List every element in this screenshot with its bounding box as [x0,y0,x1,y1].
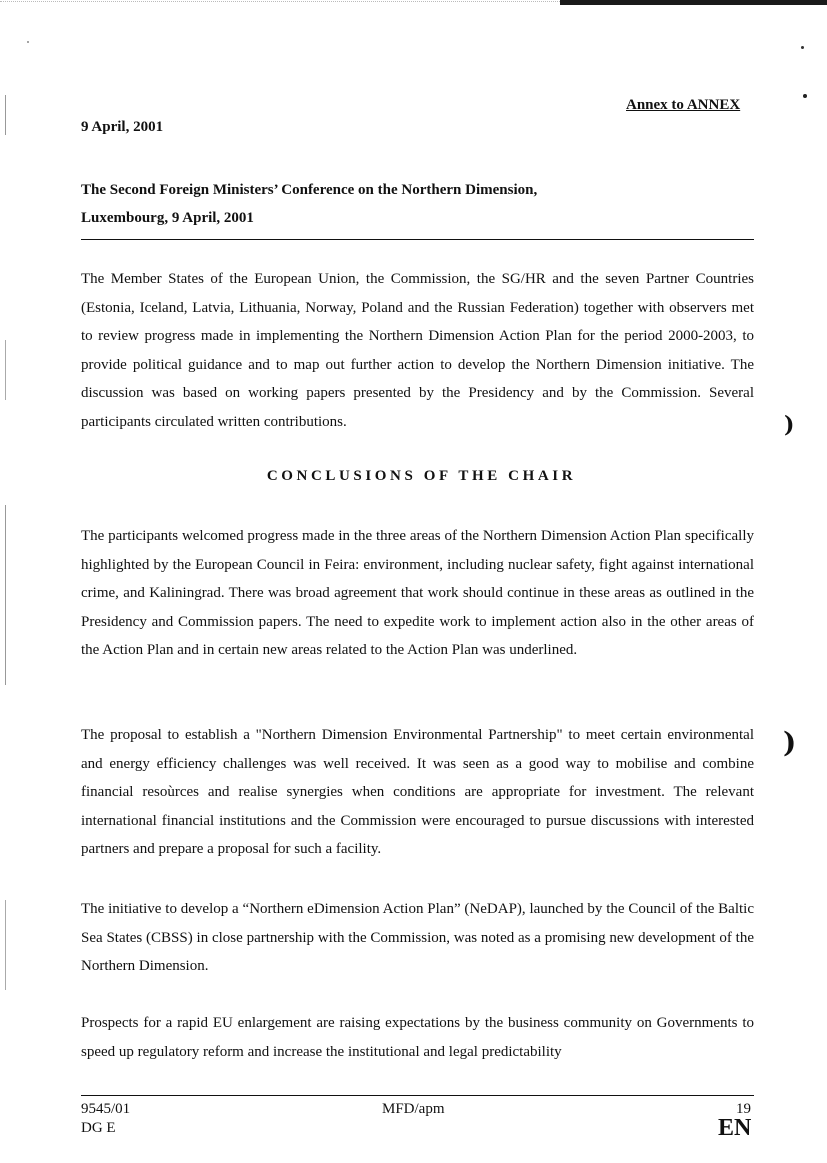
environment-paragraph: The proposal to establish a "Northern Dimension Environmental Partnership" to meet certain environmental and energy efficiency challenges was well received. It was seen as a good way to mobilise and combine financial resoùrces and realise synergies when conditions are appropriate for investment. The relevant international financial institutions and the Commission were encouraged to pursue discussions with interested partners and prepare a proposal for such a facility. [81,727,754,857]
section-heading: CONCLUSIONS OF THE CHAIR [266,468,577,484]
footer-initials: MFD/apm [382,1101,445,1117]
enlargement-paragraph: Prospects for a rapid EU enlargement are raising expectations by the business community on Governments to speed up regulatory reform and increase the institutional and legal predictability [81,1015,754,1060]
footer-page-number: 19 [736,1101,751,1117]
document-title-line-2: Luxembourg, 9 April, 2001 [81,210,254,226]
footer-divider [81,1095,754,1096]
footer-language-code: EN [718,1115,752,1141]
document-date: 9 April, 2001 [81,119,164,135]
scan-speck [801,46,804,49]
binding-edge-shadow [5,340,6,400]
action-plan-paragraph: The participants welcomed progress made in the three areas of the Northern Dimension Action Plan specifically highlighted by the European Council in Feira: environment, including nuclear safety, fight against international crime, and Kaliningrad. There was broad agreement that work should continue in these areas as outlined in the Presidency and Commission papers. The need to expedite work to implement action also in the other areas of the Action Plan and in certain new areas related to the Action Plan was underlined. [81,528,754,658]
scan-top-edge [0,0,827,8]
scan-speck [803,94,807,98]
binding-edge-shadow [5,95,6,135]
binding-edge-shadow [5,505,6,685]
scan-speck [27,41,29,43]
margin-bracket-mark: ) [783,726,797,759]
intro-paragraph: The Member States of the European Union, the Commission, the SG/HR and the seven Partner Countries (Estonia, Iceland, Latvia, Lithuania, Norway, Poland and the Russian Federation) together with observers met to review progress made in implementing the Northern Dimension Action Plan for the period 2000-2003, to provide political guidance and to map out further action to develop the Northern Dimension initiative. The discussion was based on working papers presented by the Presidency and by the Commission. Several participants circulated written contributions. [81,271,754,430]
binding-edge-shadow [5,900,6,990]
footer-department: DG E [81,1120,116,1136]
nedap-paragraph: The initiative to develop a “Northern eDimension Action Plan” (NeDAP), launched by the Council of the Baltic Sea States (CBSS) in close partnership with the Commission, was noted as a promising new development of the Northern Dimension. [81,901,754,974]
margin-bracket-mark: ) [784,412,795,438]
title-divider [81,239,754,240]
annex-label: Annex to ANNEX [626,97,741,113]
footer-doc-ref: 9545/01 [81,1101,131,1117]
document-title-line-1: The Second Foreign Ministers’ Conference on the Northern Dimension, [81,182,538,198]
